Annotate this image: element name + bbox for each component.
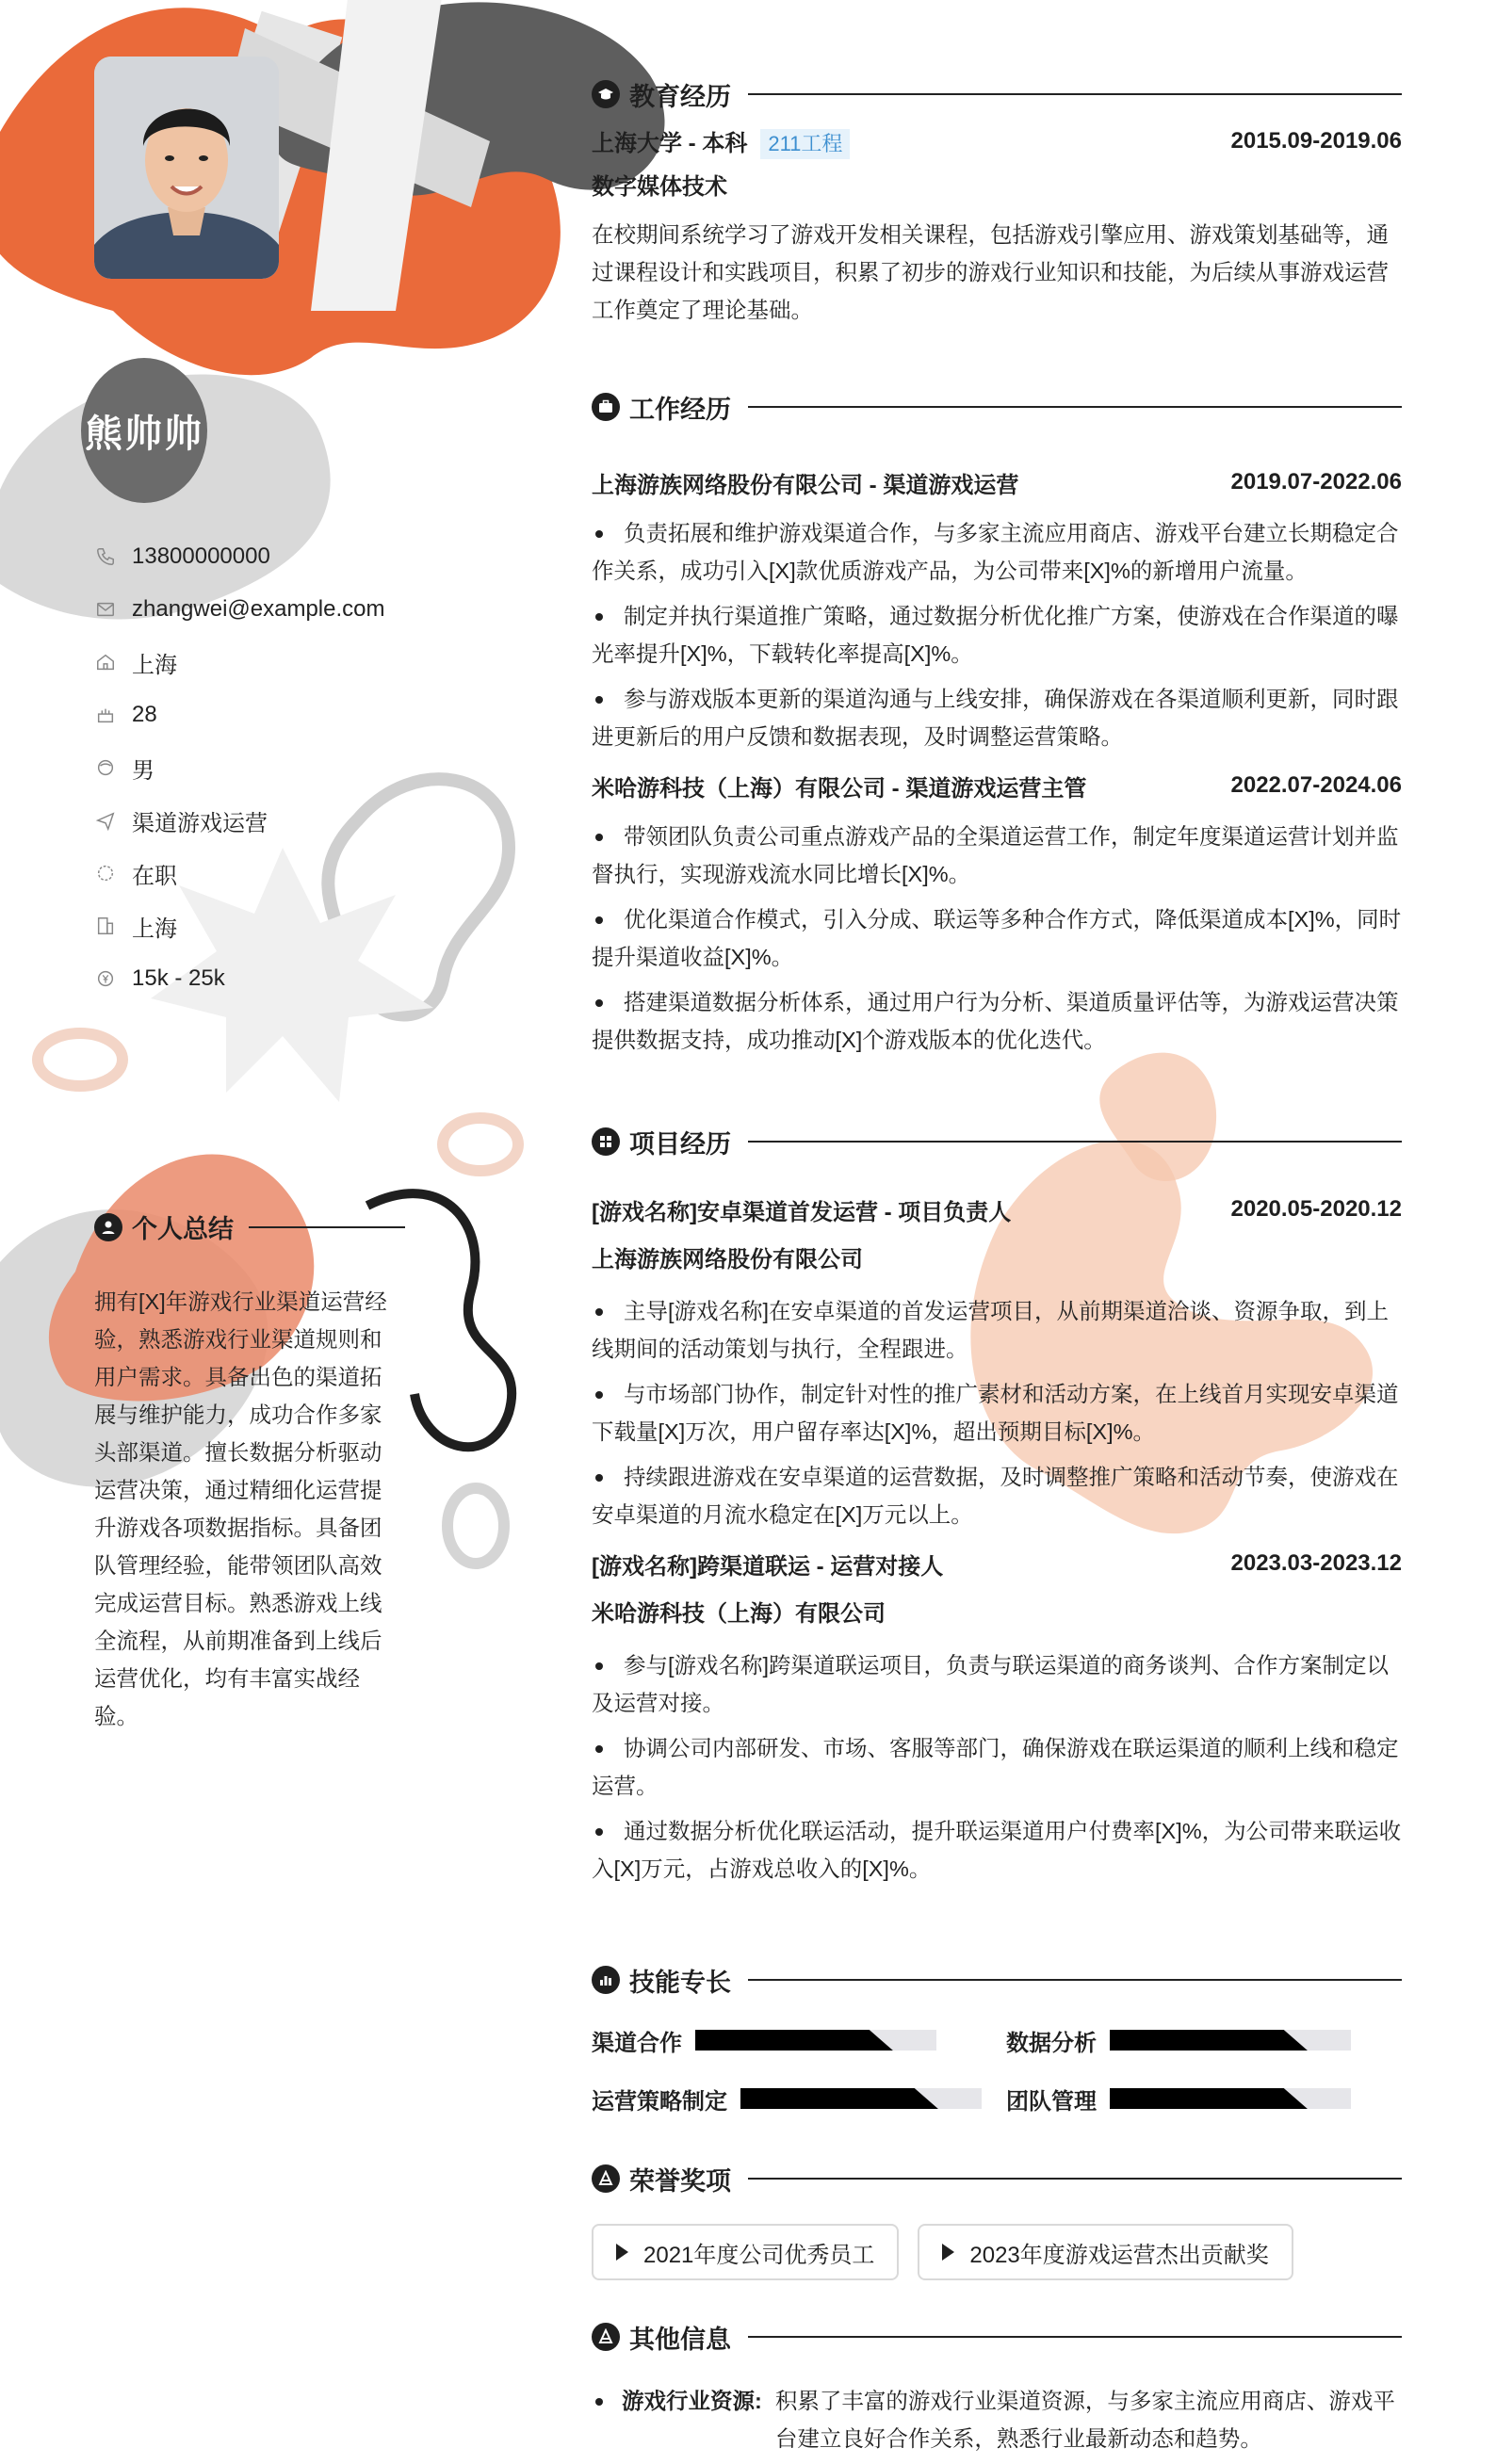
honors-section bbox=[592, 2160, 1402, 2280]
education-title: 教育经历 bbox=[629, 82, 731, 111]
skill-item bbox=[1006, 2080, 1402, 2117]
divider bbox=[748, 1141, 1402, 1143]
project-bullet: 协调公司内部研发、市场、客服等部门，确保游戏在联运渠道的顺利上线和稳定运营。 bbox=[592, 1729, 1402, 1805]
other-label: 游戏行业资源: bbox=[622, 2389, 762, 2413]
job-bullet: 搭建渠道数据分析体系，通过用户行为分析、渠道质量评估等，为游戏运营决策提供数据支持，成功推动[X]个游戏版本的优化迭代。 bbox=[592, 983, 1402, 1059]
job-date: 2019.07-2022.06 bbox=[1230, 469, 1402, 494]
honors-title: 荣誉奖项 bbox=[629, 2166, 731, 2196]
skill-fill bbox=[1110, 2088, 1308, 2109]
awards-list bbox=[592, 2224, 1402, 2280]
project-bullets bbox=[592, 1646, 1402, 1888]
education-major: 数字媒体技术 bbox=[592, 174, 727, 200]
skill-fill bbox=[695, 2030, 893, 2051]
work-section bbox=[592, 388, 1402, 1066]
project-date: 2020.05-2020.12 bbox=[1230, 1196, 1402, 1222]
honors-heading bbox=[592, 2160, 1402, 2197]
other-item bbox=[592, 2382, 1402, 2457]
education-description: 在校期间系统学习了游戏开发相关课程，包括游戏引擎应用、游戏策划基础等，通过课程设计和实践项目，积累了初步的游戏行业知识和技能，为后续从事游戏运营工作奠定了理论基础。 bbox=[592, 222, 1389, 322]
skill-fill bbox=[740, 2088, 938, 2109]
work-heading bbox=[592, 388, 1402, 426]
skill-item bbox=[592, 2080, 1006, 2117]
summary-heading bbox=[94, 1208, 405, 1245]
other-heading bbox=[592, 2318, 1402, 2356]
phone-icon bbox=[94, 545, 117, 568]
education-row bbox=[592, 122, 1402, 160]
projects-title: 项目经历 bbox=[629, 1129, 731, 1159]
contact-value: 上海 bbox=[132, 652, 177, 678]
education-date: 2015.09-2019.06 bbox=[1230, 128, 1402, 154]
skill-item bbox=[592, 2021, 1006, 2059]
job-bullet: 参与游戏版本更新的渠道沟通与上线安排，确保游戏在各渠道顺利更新，同时跟进更新后的用户反馈和数据表现，及时调整运营策略。 bbox=[592, 680, 1402, 755]
skill-bar bbox=[1110, 2030, 1351, 2051]
play-icon bbox=[616, 2244, 628, 2261]
gender-icon bbox=[94, 756, 117, 779]
job-bullet: 优化渠道合作模式，引入分成、联运等多种合作方式，降低渠道成本[X]%，同时提升渠道收益[X]%。 bbox=[592, 900, 1402, 976]
skill-label: 运营策略制定 bbox=[592, 2088, 727, 2115]
contact-address bbox=[94, 636, 471, 689]
contact-value: 13800000000 bbox=[132, 543, 270, 569]
skills-grid bbox=[592, 2021, 1402, 2117]
other-title: 其他信息 bbox=[629, 2325, 731, 2354]
name-badge bbox=[81, 358, 207, 503]
contact-value: 男 bbox=[132, 757, 154, 784]
cake-icon bbox=[94, 704, 117, 726]
mail-icon bbox=[94, 598, 117, 621]
job-row bbox=[592, 463, 1402, 501]
education-heading bbox=[592, 75, 1402, 113]
job-bullet: 制定并执行渠道推广策略，通过数据分析优化推广方案，使游戏在合作渠道的曝光率提升[X]%，下载转化率提高[X]%。 bbox=[592, 597, 1402, 673]
project-date: 2023.03-2023.12 bbox=[1230, 1550, 1402, 1576]
project-bullets bbox=[592, 1292, 1402, 1533]
contact-email bbox=[94, 583, 471, 636]
user-icon bbox=[94, 1213, 122, 1241]
divider bbox=[748, 2178, 1402, 2180]
job-row bbox=[592, 767, 1402, 804]
play-icon bbox=[942, 2244, 954, 2261]
job-heading: 米哈游科技（上海）有限公司 - 渠道游戏运营主管 bbox=[592, 775, 1087, 802]
contact-value: zhangwei@example.com bbox=[132, 596, 385, 622]
contact-position bbox=[94, 794, 471, 847]
skill-bar bbox=[1110, 2088, 1351, 2109]
work-title: 工作经历 bbox=[629, 395, 731, 424]
skills-heading bbox=[592, 1961, 1402, 1999]
award-label: 2021年度公司优秀员工 bbox=[643, 2242, 875, 2268]
home-icon bbox=[94, 651, 117, 673]
bar-chart-icon bbox=[592, 1966, 620, 1994]
projects-heading bbox=[592, 1123, 1402, 1160]
contact-value: 15k - 25k bbox=[132, 965, 225, 991]
award-label: 2023年度游戏运营杰出贡献奖 bbox=[969, 2242, 1269, 2268]
projects-section bbox=[592, 1123, 1402, 1895]
skill-label: 渠道合作 bbox=[592, 2030, 682, 2056]
divider bbox=[748, 2336, 1402, 2338]
project-heading: [游戏名称]安卓渠道首发运营 - 项目负责人 bbox=[592, 1199, 1012, 1225]
building-icon bbox=[94, 915, 117, 937]
salary-icon bbox=[94, 967, 117, 990]
status-icon bbox=[94, 862, 117, 884]
summary-text: 拥有[X]年游戏行业渠道运营经验，熟悉游戏行业渠道规则和用户需求。具备出色的渠道拓展与维护能力，成功合作多家头部渠道。擅长数据分析驱动运营决策，通过精细化运营提升游戏各项数据指标。具备团队管理经验，能带领团队高效完成运营目标。熟悉游戏上线全流程，从前期准备到上线后运营优化，均有丰富实战经验。 bbox=[94, 1289, 387, 1728]
other-section bbox=[592, 2318, 1402, 2457]
job-bullet: 负责拓展和维护游戏渠道合作，与多家主流应用商店、游戏平台建立长期稳定合作关系，成功引入[X]款优质游戏产品，为公司带来[X]%的新增用户流量。 bbox=[592, 514, 1402, 590]
job-bullet: 带领团队负责公司重点游戏产品的全渠道运营工作，制定年度渠道运营计划并监督执行，实现游戏流水同比增长[X]%。 bbox=[592, 818, 1402, 893]
contact-gender bbox=[94, 741, 471, 794]
skill-fill bbox=[1110, 2030, 1308, 2051]
project-bullet: 参与[游戏名称]跨渠道联运项目，负责与联运渠道的商务谈判、合作方案制定以及运营对接。 bbox=[592, 1646, 1402, 1722]
contact-age bbox=[94, 689, 471, 741]
award-chip bbox=[592, 2224, 899, 2280]
project-company: 米哈游科技（上海）有限公司 bbox=[592, 1601, 886, 1627]
project-row bbox=[592, 1191, 1402, 1228]
skills-title: 技能专长 bbox=[629, 1968, 731, 1997]
skill-bar bbox=[740, 2088, 982, 2109]
contact-value: 上海 bbox=[132, 916, 177, 942]
contact-value: 渠道游戏运营 bbox=[132, 810, 268, 836]
divider bbox=[748, 406, 1402, 408]
full-name: 熊帅帅 bbox=[85, 413, 203, 455]
other-text: 积累了丰富的游戏行业渠道资源，与多家主流应用商店、游戏平台建立良好合作关系，熟悉行业最新动态和趋势。 bbox=[774, 2389, 1395, 2451]
school-tag: 211工程 bbox=[760, 129, 850, 159]
job-date: 2022.07-2024.06 bbox=[1230, 772, 1402, 798]
divider bbox=[748, 93, 1402, 95]
avatar-portrait bbox=[94, 57, 279, 279]
grid-icon bbox=[592, 1127, 620, 1156]
info-icon bbox=[592, 2323, 620, 2351]
divider bbox=[249, 1226, 405, 1228]
skills-section bbox=[592, 1961, 1402, 2117]
skill-bar bbox=[695, 2030, 936, 2051]
project-bullet: 通过数据分析优化联运活动，提升联运渠道用户付费率[X]%，为公司带来联运收入[X]万元，占游戏总收入的[X]%。 bbox=[592, 1812, 1402, 1888]
job-bullets bbox=[592, 818, 1402, 1059]
graduation-cap-icon bbox=[592, 80, 620, 108]
skill-item bbox=[1006, 2021, 1402, 2059]
project-row bbox=[592, 1545, 1402, 1582]
award-icon bbox=[592, 2164, 620, 2193]
contact-salary bbox=[94, 952, 471, 1005]
project-heading: [游戏名称]跨渠道联运 - 运营对接人 bbox=[592, 1553, 944, 1580]
contact-value: 28 bbox=[132, 702, 157, 727]
contact-value: 在职 bbox=[132, 863, 177, 889]
contact-status bbox=[94, 847, 471, 900]
contact-list bbox=[94, 530, 471, 1005]
skill-label: 数据分析 bbox=[1006, 2030, 1097, 2056]
contact-city bbox=[94, 900, 471, 952]
contact-phone bbox=[94, 530, 471, 583]
project-bullet: 与市场部门协作，制定针对性的推广素材和活动方案，在上线首月实现安卓渠道下载量[X]万次，用户留存率达[X]%，超出预期目标[X]%。 bbox=[592, 1375, 1402, 1451]
project-bullet: 持续跟进游戏在安卓渠道的运营数据，及时调整推广策略和活动节奏，使游戏在安卓渠道的月流水稳定在[X]万元以上。 bbox=[592, 1458, 1402, 1533]
project-company: 上海游族网络股份有限公司 bbox=[592, 1247, 863, 1273]
job-heading: 上海游族网络股份有限公司 - 渠道游戏运营 bbox=[592, 472, 1019, 498]
divider bbox=[748, 1979, 1402, 1981]
skill-label: 团队管理 bbox=[1006, 2088, 1097, 2115]
project-bullet: 主导[游戏名称]在安卓渠道的首发运营项目，从前期渠道洽谈、资源争取，到上线期间的活动策划与执行，全程跟进。 bbox=[592, 1292, 1402, 1368]
school-name: 上海大学 - 本科 bbox=[592, 130, 748, 156]
award-chip bbox=[918, 2224, 1293, 2280]
briefcase-icon bbox=[592, 393, 620, 421]
send-icon bbox=[94, 809, 117, 832]
education-section bbox=[592, 75, 1402, 329]
job-bullets bbox=[592, 514, 1402, 755]
avatar bbox=[94, 57, 279, 279]
summary-title: 个人总结 bbox=[132, 1215, 234, 1243]
sidebar bbox=[0, 0, 490, 2464]
bullet-dot bbox=[595, 2398, 603, 2406]
